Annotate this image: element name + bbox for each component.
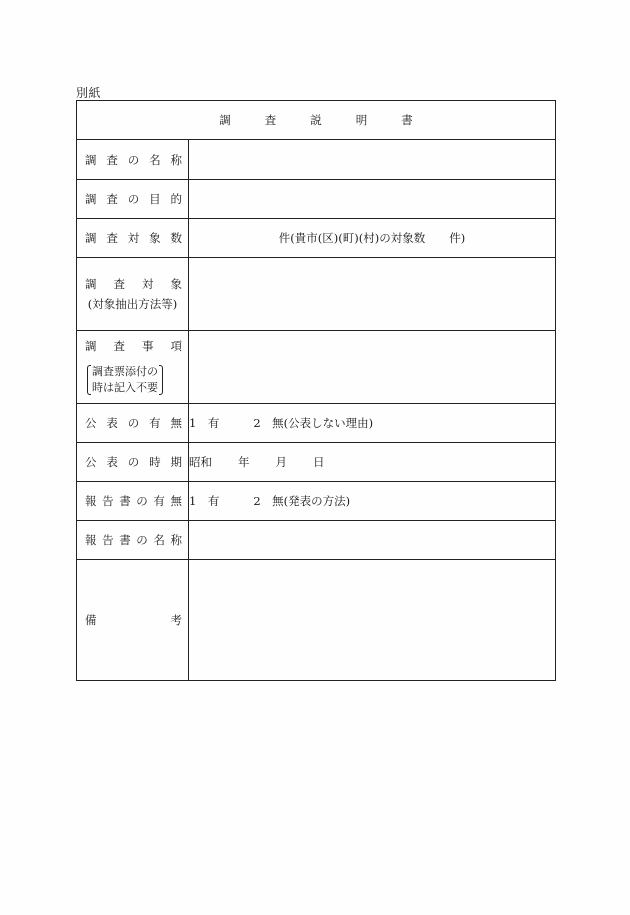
title-row (77, 101, 556, 140)
label-publication: 公 表 の 有 無 (77, 404, 189, 443)
title-char: 査 (264, 113, 277, 127)
row-survey-name (77, 140, 556, 180)
row-target (77, 258, 556, 331)
field-survey-items[interactable] (189, 331, 556, 404)
label-report-name: 報 告 書 の 名 称 (77, 521, 189, 560)
field-publication-time[interactable] (189, 443, 556, 482)
form-title (77, 101, 556, 140)
target-sub-label: (対象抽出方法等) (87, 297, 178, 311)
day-label: 日 (313, 455, 325, 469)
row-target-count (77, 219, 556, 258)
field-report-name[interactable] (189, 521, 556, 560)
row-publication (77, 404, 556, 443)
annex-label: 別紙 (76, 86, 102, 100)
survey-description-form (76, 100, 556, 681)
year-label: 年 (238, 455, 250, 469)
label-target: 調 査 対 象 (対象抽出方法等) (77, 258, 189, 331)
field-survey-name[interactable] (189, 140, 556, 180)
title-char: 説 (310, 113, 322, 127)
label-survey-name: 調 査 の 名 称 (77, 140, 189, 180)
label-target-count: 調 査 対 象 数 (77, 219, 189, 258)
label-remarks: 備 考 (77, 560, 189, 681)
label-survey-items: 調 査 事 項 調査票添付の 時は記入不要 (77, 331, 189, 404)
publication-option-yes[interactable]: 1 有 (189, 416, 220, 430)
title-char: 明 (355, 113, 368, 127)
field-publication[interactable] (189, 404, 556, 443)
row-survey-items (77, 331, 556, 404)
era-label: 昭和 (189, 455, 212, 469)
row-report (77, 482, 556, 521)
field-target-count[interactable] (189, 219, 556, 258)
publication-option-no[interactable]: 2 無(公表しない理由) (253, 416, 374, 430)
label-publication-time: 公 表 の 時 期 (77, 443, 189, 482)
title-char: 書 (401, 113, 413, 127)
report-option-no[interactable]: 2 無(発表の方法) (253, 494, 351, 508)
target-count-prefix: 件(貴市(区)(町)(村)の対象数 (278, 231, 426, 245)
title-char: 調 (219, 113, 231, 127)
report-option-yes[interactable]: 1 有 (189, 494, 220, 508)
label-purpose: 調 査 の 目 的 (77, 180, 189, 219)
month-label: 月 (275, 455, 287, 469)
field-target[interactable] (189, 258, 556, 331)
row-report-name (77, 521, 556, 560)
field-remarks[interactable] (189, 560, 556, 681)
field-purpose[interactable] (189, 180, 556, 219)
items-note: 調査票添付の 時は記入不要 (87, 364, 163, 396)
row-remarks (77, 560, 556, 681)
row-publication-time (77, 443, 556, 482)
field-report[interactable] (189, 482, 556, 521)
row-purpose (77, 180, 556, 219)
label-report: 報 告 書 の 有 無 (77, 482, 189, 521)
target-count-suffix: 件) (449, 231, 466, 245)
